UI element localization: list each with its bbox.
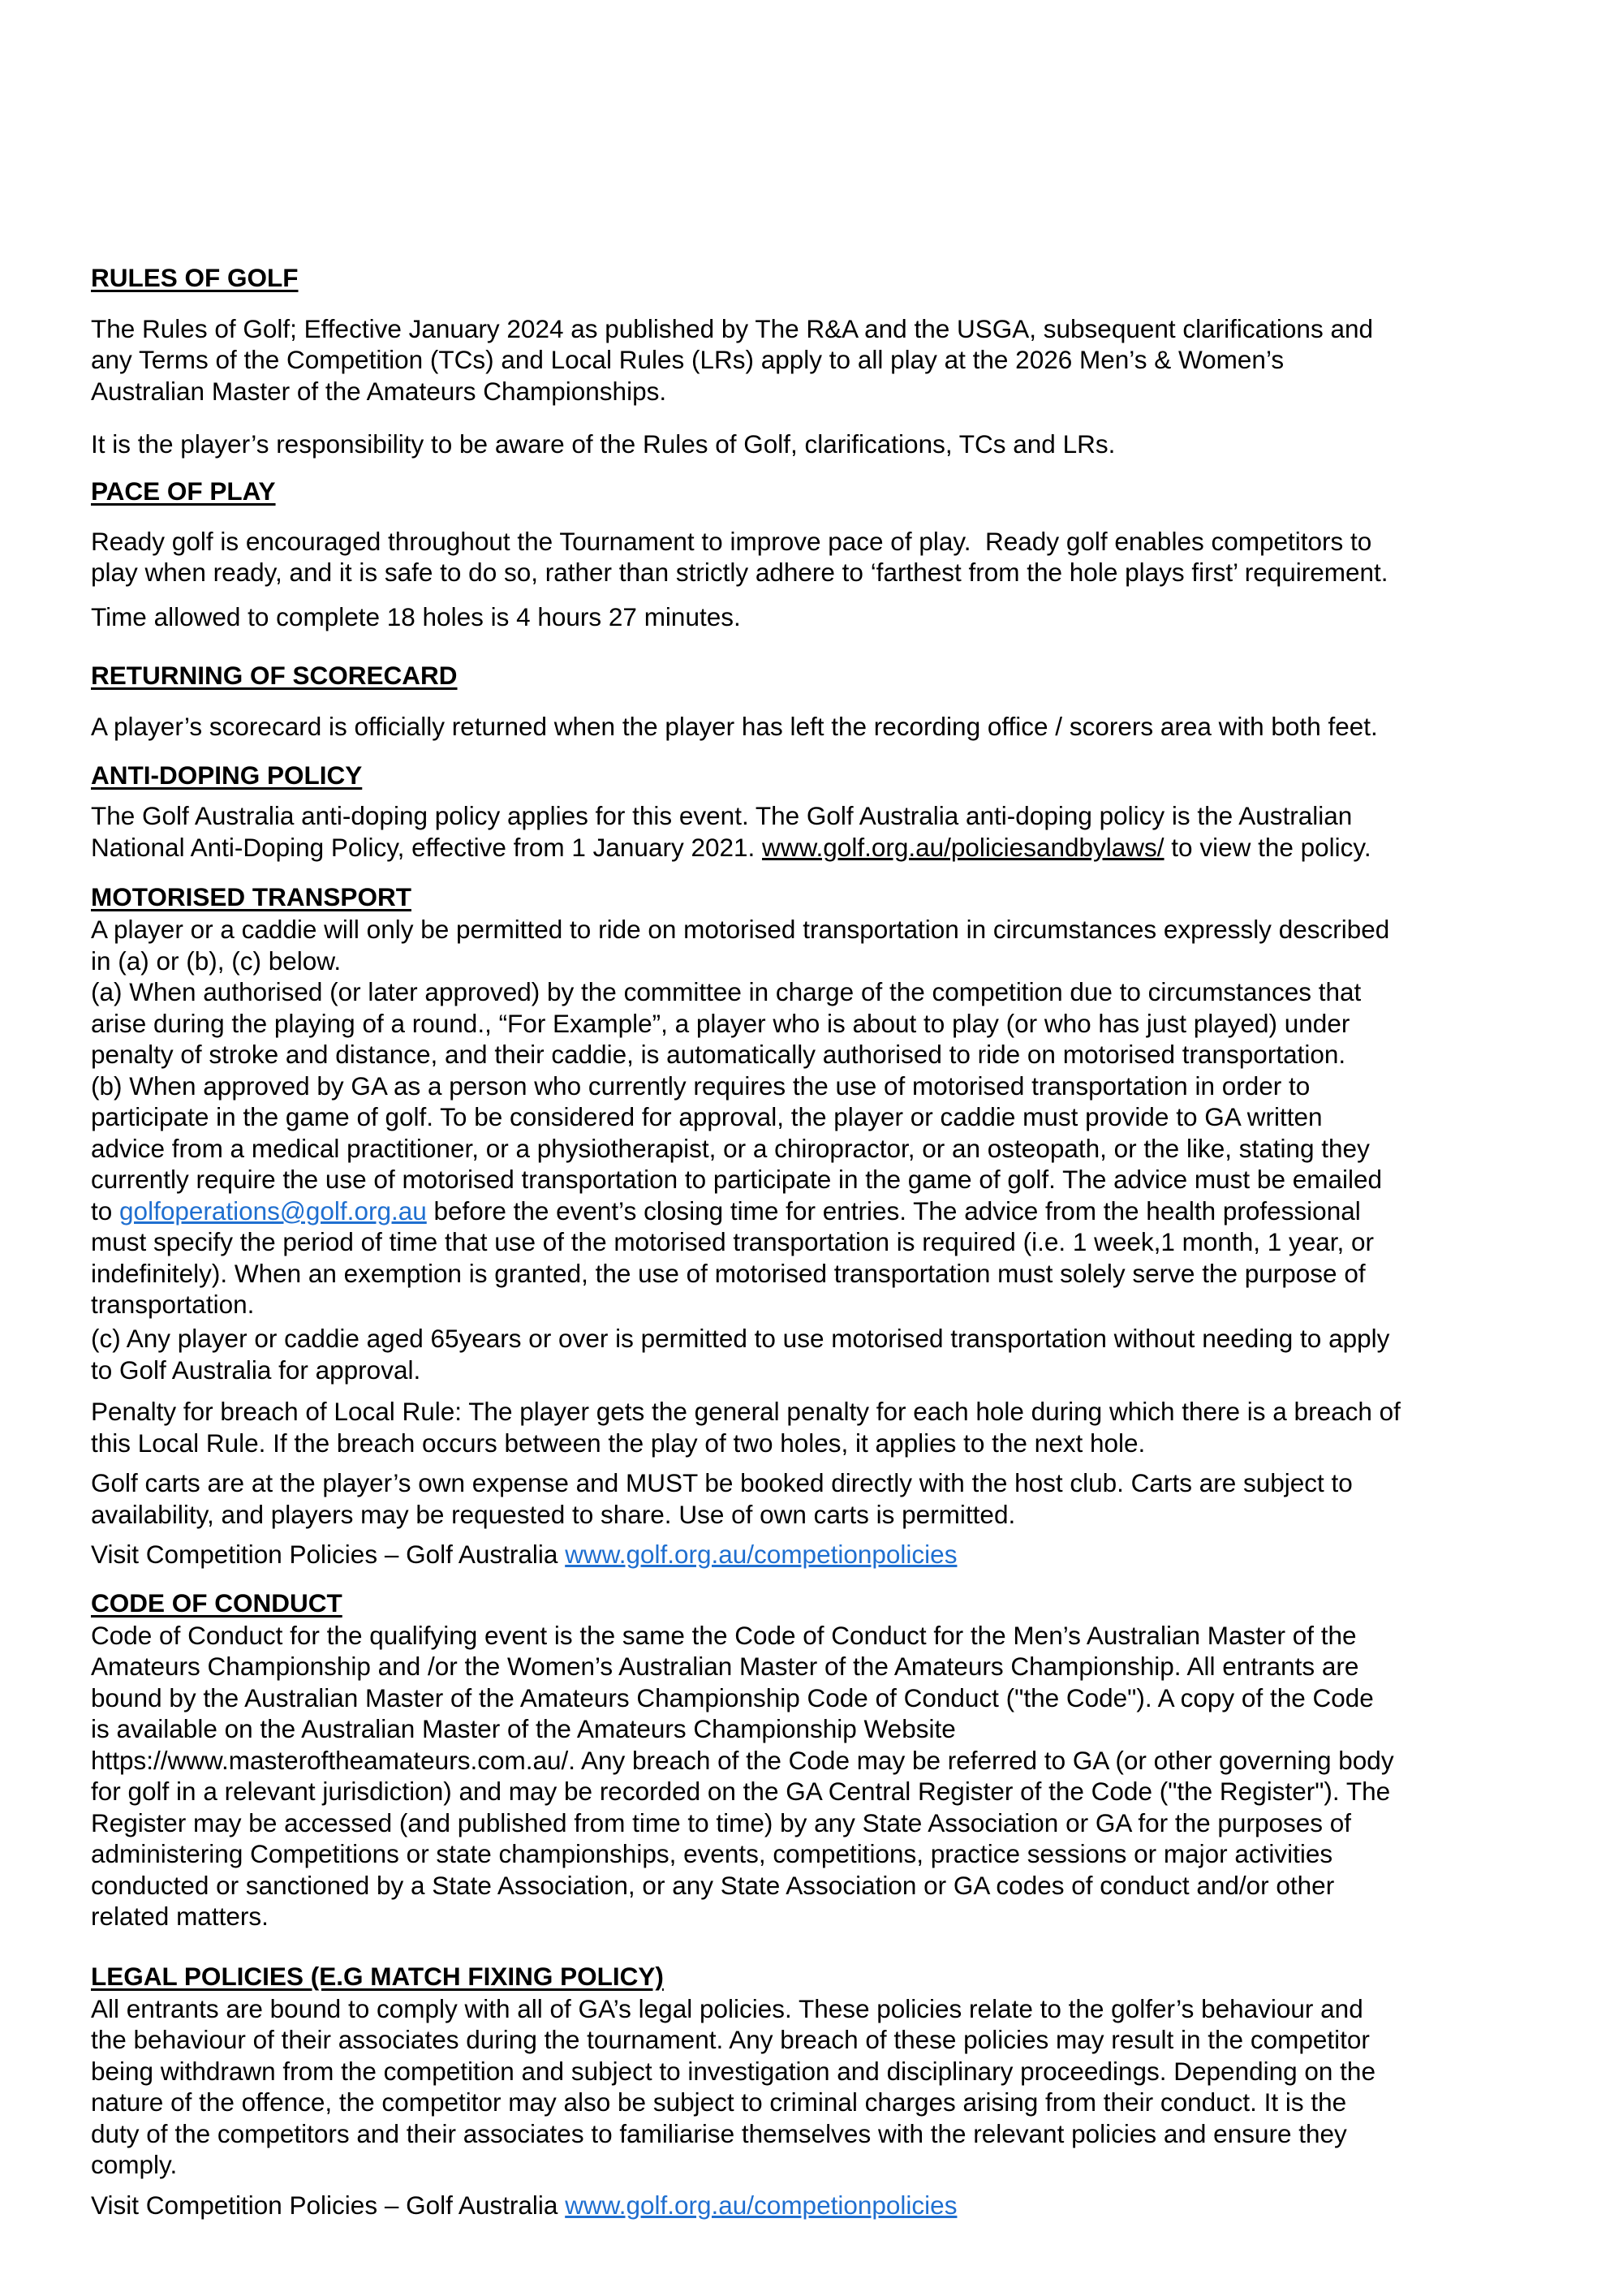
conduct-text-line: bound by the Australian Master of the Amateurs Championship Code of Conduct ("the Code"). A copy of the Code (91, 1683, 1374, 1712)
rules-text-line: Australian Master of the Amateurs Championships. (91, 377, 667, 406)
pace-text-line: play when ready, and it is safe to do so, rather than strictly adhere to ‘farthest from the hole plays first’ requirement. (91, 558, 1388, 587)
transport-clause-a-line: arise during the playing of a round., “For Example”, a player who is about to play (or who has just played) under (91, 1009, 1350, 1038)
conduct-text-line: administering Competitions or state championships, events, competitions, practice sessions or major activities (91, 1839, 1333, 1868)
transport-text-line: in (a) or (b), (c) below. (91, 946, 342, 976)
visit-policies-text: Visit Competition Policies – Golf Australia (91, 1540, 566, 1569)
transport-clause-b-line: currently require the use of motorised transportation to participate in the game of golf. The advice must be emailed (91, 1165, 1383, 1194)
conduct-text-line: Code of Conduct for the qualifying event is the same the Code of Conduct for the Men’s Australian Master of the (91, 1621, 1357, 1650)
transport-penalty-line: Penalty for breach of Local Rule: The player gets the general penalty for each hole during which there is a breach of (91, 1397, 1401, 1426)
competition-policies-link[interactable]: www.golf.org.au/competionpolicies (565, 1540, 958, 1569)
heading-rules-of-golf: RULES OF GOLF (91, 263, 299, 292)
legal-text-line: nature of the offence, the competitor may also be subject to criminal charges arising from their conduct. It is the (91, 2087, 1347, 2117)
transport-clause-b-line (91, 1195, 1361, 1226)
transport-email-prefix: to (91, 1196, 120, 1226)
transport-clause-b-line: participate in the game of golf. To be considered for approval, the player or caddie must provide to GA written (91, 1102, 1323, 1131)
legal-text-line: duty of the competitors and their associates to familiarise themselves with the relevant policies and ensure they (91, 2119, 1347, 2148)
pace-time-allowed-text: Time allowed to complete 18 holes is 4 hours 27 minutes. (91, 602, 741, 631)
conduct-text-line: is available on the Australian Master of the Amateurs Championship Website (91, 1714, 956, 1743)
transport-clause-c-line: (c) Any player or caddie aged 65years or over is permitted to use motorised transportation without needing to apply (91, 1324, 1390, 1353)
heading-code-of-conduct: CODE OF CONDUCT (91, 1588, 342, 1618)
transport-clause-a-line: penalty of stroke and distance, and their caddie, is automatically authorised to ride on motorised transportation. (91, 1040, 1346, 1069)
legal-text-line: comply. (91, 2150, 178, 2179)
heading-legal-policies: LEGAL POLICIES (E.G MATCH FIXING POLICY) (91, 1962, 664, 1991)
antidoping-text-line: The Golf Australia anti-doping policy applies for this event. The Golf Australia anti-doping policy is the Australian (91, 801, 1353, 830)
rules-text-line: The Rules of Golf; Effective January 2024 as published by The R&A and the USGA, subsequent clarifications and (91, 314, 1374, 343)
conduct-text-line: for golf in a relevant jurisdiction) and may be recorded on the GA Central Register of the Code ("the Register"). The (91, 1777, 1391, 1806)
transport-penalty-line: this Local Rule. If the breach occurs between the play of two holes, it applies to the next hole. (91, 1428, 1146, 1458)
transport-clause-b-line: (b) When approved by GA as a person who currently requires the use of motorised transportation in order to (91, 1071, 1311, 1101)
competition-policies-link[interactable]: www.golf.org.au/competionpolicies (565, 2190, 958, 2220)
legal-visit-policies-line (91, 2190, 957, 2221)
transport-clause-b-line: transportation. (91, 1290, 255, 1319)
transport-clause-c-line: to Golf Australia for approval. (91, 1355, 421, 1385)
antidoping-text: National Anti-Doping Policy, effective from 1 January 2021. (91, 833, 763, 862)
conduct-text-line: conducted or sanctioned by a State Association, or any State Association or GA codes of conduct and/or other (91, 1871, 1335, 1900)
transport-clause-b-line: indefinitely). When an exemption is granted, the use of motorised transportation must solely serve the purpose of (91, 1259, 1366, 1288)
conduct-text-line: https://www.masteroftheamateurs.com.au/. Any breach of the Code may be referred to GA (or other governing body (91, 1746, 1394, 1775)
golf-operations-email-link[interactable]: golfoperations@golf.org.au (119, 1196, 427, 1226)
legal-text-line: All entrants are bound to comply with all of GA’s legal policies. These policies relate to the golfer’s behaviour and (91, 1994, 1363, 2023)
heading-anti-doping-policy: ANTI-DOPING POLICY (91, 760, 363, 790)
conduct-text-line: related matters. (91, 1902, 269, 1931)
policies-and-bylaws-link[interactable]: www.golf.org.au/policiesandbylaws/ (762, 833, 1165, 862)
transport-clause-b-line: advice from a medical practitioner, or a physiotherapist, or a chiropractor, or an osteopath, or the like, stating they (91, 1134, 1370, 1163)
antidoping-text-line (91, 832, 1371, 863)
conduct-text-line: Register may be accessed (and published from time to time) by any State Association or GA for the purposes of (91, 1808, 1352, 1837)
legal-text-line: the behaviour of their associates during the tournament. Any breach of these policies may result in the competitor (91, 2025, 1370, 2054)
pace-text-line: Ready golf is encouraged throughout the Tournament to improve pace of play. Ready golf enables competitors to (91, 527, 1372, 556)
transport-email-suffix: before the event’s closing time for entries. The advice from the health professional (426, 1196, 1361, 1226)
conduct-text-line: Amateurs Championship and /or the Women’s Australian Master of the Amateurs Championship. All entrants are (91, 1652, 1359, 1681)
antidoping-suffix: to view the policy. (1164, 833, 1371, 862)
visit-policies-text: Visit Competition Policies – Golf Australia (91, 2190, 566, 2220)
transport-carts-line: availability, and players may be requested to share. Use of own carts is permitted. (91, 1500, 1016, 1529)
heading-pace-of-play: PACE OF PLAY (91, 476, 276, 506)
transport-visit-policies-line (91, 1539, 957, 1570)
rules-responsibility-text: It is the player’s responsibility to be aware of the Rules of Golf, clarifications, TCs and LRs. (91, 429, 1116, 459)
transport-clause-a-line: (a) When authorised (or later approved) by the committee in charge of the competition due to circumstances that (91, 977, 1362, 1006)
transport-carts-line: Golf carts are at the player’s own expense and MUST be booked directly with the host club. Carts are subject to (91, 1468, 1353, 1497)
rules-text-line: any Terms of the Competition (TCs) and Local Rules (LRs) apply to all play at the 2026 Men’s & Women’s (91, 345, 1285, 374)
heading-returning-of-scorecard: RETURNING OF SCORECARD (91, 661, 458, 690)
legal-text-line: being withdrawn from the competition and subject to investigation and disciplinary proceedings. Depending on the (91, 2057, 1375, 2086)
transport-clause-b-line: must specify the period of time that use of the motorised transportation is required (i.e. 1 week,1 month, 1 year, or (91, 1227, 1375, 1256)
heading-motorised-transport: MOTORISED TRANSPORT (91, 882, 411, 911)
scorecard-text: A player’s scorecard is officially returned when the player has left the recording office / scorers area with both feet. (91, 712, 1378, 741)
transport-text-line: A player or a caddie will only be permitted to ride on motorised transportation in circumstances expressly described (91, 915, 1390, 944)
